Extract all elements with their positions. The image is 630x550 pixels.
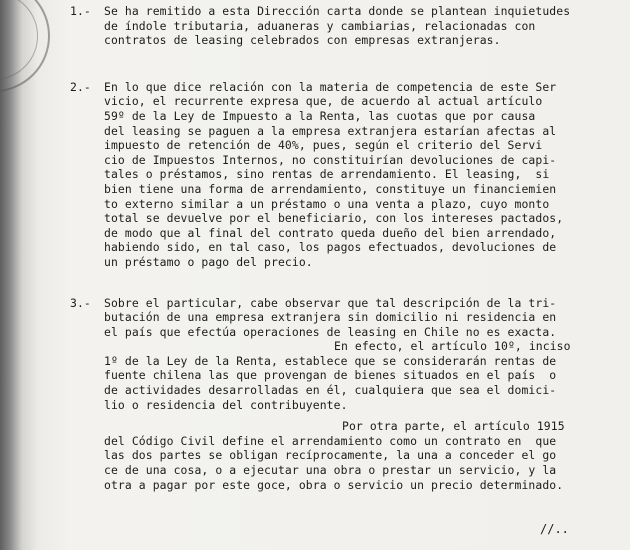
text-line: impuesto de retención de 40%, pues, según el criterio del Servi: [104, 138, 543, 153]
paragraph-3: [70, 296, 622, 493]
stamp-seal-inner-ring: [0, 0, 38, 80]
paragraph-body: [104, 296, 622, 493]
text-line: contratos de leasing celebrados con empresas extranjeras.: [104, 33, 501, 48]
text-line: del leasing se paguen a la empresa extranjera estarían afectas al: [104, 123, 557, 138]
document-body: [70, 4, 622, 492]
text-line: bien tiene una forma de arrendamiento, constituye un financiemien: [104, 181, 557, 196]
indented-text-line: En efecto, el artículo 10º, inciso: [334, 339, 571, 354]
text-line: lio o residencia del contribuyente.: [104, 397, 348, 412]
text-line: habiendo sido, en tal caso, los pagos efectuados, devoluciones de: [104, 240, 557, 255]
text-line: el país que efectúa operaciones de leasing en Chile no es exacta.: [104, 324, 557, 339]
text-line: butación de una empresa extranjera sin domicilio ni residencia en: [104, 310, 557, 325]
stamp-seal-icon: [0, 0, 50, 92]
text-line: Se ha remitido a esta Dirección carta donde se plantean inquietudes: [104, 4, 571, 18]
paragraph-body: [104, 80, 622, 270]
text-line: cio de Impuestos Internos, no constituirían devoluciones de capi-: [104, 152, 557, 167]
text-line: de modo que al final del contrato queda dueño del bien arrendado,: [104, 225, 557, 240]
paragraph-body: [104, 4, 622, 48]
text-line: En lo que dice relación con la materia de competencia de este Ser: [104, 79, 557, 94]
text-line: otra a pagar por este goce, obra o servicio un precio determinado.: [104, 477, 564, 492]
text-line: fuente chilena las que provengan de bienes situados en el país o: [104, 368, 557, 383]
indented-text-line: Por otra parte, el artículo 1915: [342, 419, 565, 434]
paragraph-2: [70, 80, 622, 270]
text-line: de índole tributaria, aduaneras y cambiarias, relacionadas con: [104, 18, 536, 33]
text-line: Sobre el particular, cabe observar que tal descripción de la tri-: [104, 295, 557, 310]
paragraph-number: 1.-: [70, 4, 91, 18]
text-line: tales o préstamos, sino rentas de arrendamiento. El leasing, si: [104, 167, 550, 182]
paragraph-number: 2.-: [70, 79, 91, 94]
text-line: de actividades desarrolladas en él, cualquiera que sea el domici-: [104, 383, 557, 398]
paragraph-1: [70, 4, 622, 48]
paragraph-number: 3.-: [70, 295, 91, 310]
paragraph-gap: [104, 412, 622, 419]
text-line: ce de una cosa, o a ejecutar una obra o prestar un servicio, y la: [104, 463, 557, 478]
text-line: 59º de la Ley de Impuesto a la Renta, las cuotas que por causa: [104, 108, 536, 123]
text-line: las dos partes se obligan recíprocamente, la una a conceder el go: [104, 448, 557, 463]
text-line: del Código Civil define el arrendamiento como un contrato en que: [104, 433, 557, 448]
continuation-mark: //..: [540, 522, 569, 536]
text-line: total se devuelve por el beneficiario, con los intereses pactados,: [104, 211, 564, 226]
text-line: un préstamo o pago del precio.: [104, 254, 313, 269]
text-line: to externo similar a un préstamo o una venta a plazo, cuyo monto: [104, 196, 550, 211]
text-line: 1º de la Ley de la Renta, establece que se considerarán rentas de: [104, 353, 557, 368]
text-line: vicio, el recurrente expresa que, de acuerdo al actual artículo: [104, 94, 543, 109]
